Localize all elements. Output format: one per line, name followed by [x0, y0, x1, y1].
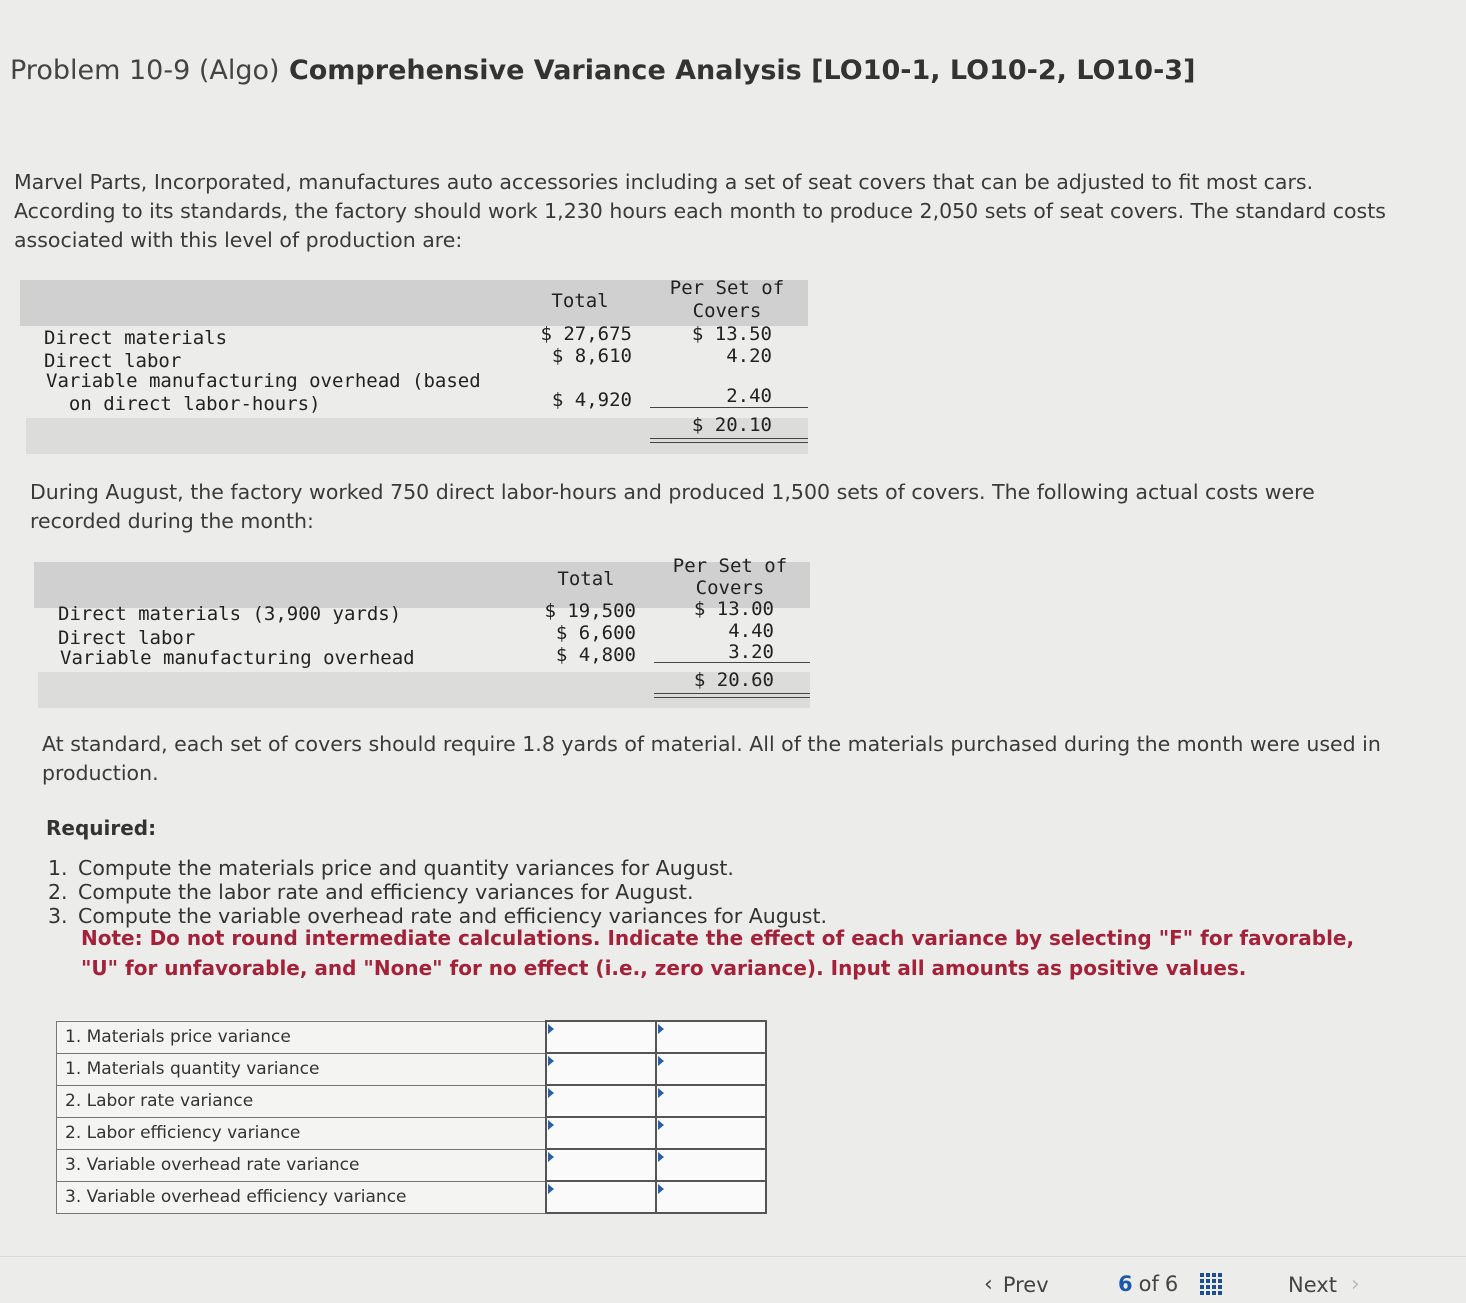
- variance-label: 3. Variable overhead rate variance: [57, 1149, 547, 1181]
- variance-label: 2. Labor efficiency variance: [57, 1117, 547, 1149]
- variance-label: 1. Materials price variance: [57, 1021, 547, 1053]
- next-label: Next: [1288, 1272, 1337, 1297]
- next-button[interactable]: [1288, 1272, 1360, 1297]
- row-per-set: 3.20: [728, 641, 774, 663]
- table-row: [57, 1085, 767, 1117]
- column-header-per-set: Per Set of: [672, 555, 788, 577]
- list-item: 2. Compute the labor rate and efficiency variances for August.: [48, 880, 694, 904]
- effect-cell[interactable]: [656, 1053, 766, 1085]
- chevron-right-icon: ›: [1350, 1272, 1360, 1297]
- footer-divider: [0, 1256, 1466, 1257]
- problem-number: Problem 10-9 (Algo): [10, 55, 280, 86]
- row-total: $ 4,800: [555, 644, 636, 666]
- row-label: on direct labor-hours): [46, 393, 321, 415]
- amount-cell[interactable]: [546, 1053, 656, 1085]
- total-pages: 6: [1164, 1272, 1179, 1296]
- amount-input[interactable]: [547, 1182, 655, 1212]
- standard-note-line: production.: [42, 761, 159, 785]
- list-item: 3. Compute the variable overhead rate and efficiency variances for August.: [48, 904, 828, 928]
- row-per-set: 4.40: [728, 620, 774, 642]
- double-rule: [654, 693, 810, 698]
- table-row: [57, 1053, 767, 1085]
- amount-cell[interactable]: [546, 1085, 656, 1117]
- sum-rule: [654, 662, 810, 663]
- row-label: Variable manufacturing overhead: [60, 647, 415, 669]
- answer-table: [56, 1020, 767, 1214]
- amount-cell[interactable]: [546, 1149, 656, 1181]
- prev-label: Prev: [1002, 1272, 1049, 1297]
- sum-per-set: $ 20.10: [691, 414, 772, 436]
- page-title: [10, 55, 1195, 86]
- intro-line: According to its standards, the factory should work 1,230 hours each month to produce 2,050 sets of seat covers. The standard costs: [14, 199, 1386, 223]
- variance-label: 3. Variable overhead efficiency variance: [57, 1181, 547, 1213]
- effect-select[interactable]: [657, 1022, 765, 1052]
- amount-input[interactable]: [547, 1150, 655, 1180]
- amount-input[interactable]: [547, 1118, 655, 1148]
- effect-cell[interactable]: [656, 1149, 766, 1181]
- row-label: Direct materials: [44, 327, 228, 349]
- standard-note-paragraph: [42, 730, 1381, 788]
- row-total: $ 6,600: [555, 622, 636, 644]
- row-total: $ 4,920: [551, 389, 632, 411]
- august-paragraph: [30, 478, 1315, 536]
- row-total: $ 19,500: [544, 600, 636, 622]
- amount-cell[interactable]: [546, 1181, 656, 1213]
- column-header-per-set: Per Set of: [669, 277, 785, 299]
- column-header-per-set: Covers: [692, 300, 762, 322]
- current-page: 6: [1118, 1272, 1133, 1296]
- variance-label: 2. Labor rate variance: [57, 1085, 547, 1117]
- table-row: [57, 1117, 767, 1149]
- table-row: [57, 1181, 767, 1213]
- amount-input[interactable]: [547, 1086, 655, 1116]
- intro-line: associated with this level of production are:: [14, 228, 463, 252]
- effect-select[interactable]: [657, 1150, 765, 1180]
- row-per-set: $ 13.50: [691, 323, 772, 345]
- row-total: $ 27,675: [540, 323, 632, 345]
- grid-icon[interactable]: [1200, 1273, 1222, 1295]
- row-label: Direct labor: [44, 350, 182, 372]
- column-header-total: Total: [551, 290, 609, 312]
- sum-per-set: $ 20.60: [693, 669, 774, 691]
- prev-button[interactable]: [984, 1272, 1049, 1297]
- row-per-set: 2.40: [726, 385, 772, 407]
- table-row: [57, 1149, 767, 1181]
- effect-select[interactable]: [657, 1054, 765, 1084]
- sum-rule: [650, 407, 808, 408]
- row-label: Variable manufacturing overhead (based: [46, 370, 481, 392]
- effect-cell[interactable]: [656, 1117, 766, 1149]
- effect-select[interactable]: [657, 1086, 765, 1116]
- row-label: Direct materials (3,900 yards): [58, 603, 402, 625]
- august-line: During August, the factory worked 750 direct labor-hours and produced 1,500 sets of covers. The following actual costs were: [30, 480, 1315, 504]
- effect-select[interactable]: [657, 1182, 765, 1212]
- row-per-set: $ 13.00: [693, 598, 774, 620]
- row-label: Direct labor: [58, 627, 196, 649]
- intro-line: Marvel Parts, Incorporated, manufactures auto accessories including a set of seat covers that can be adjusted to fit most cars.: [14, 170, 1314, 194]
- required-list: [48, 856, 827, 928]
- required-heading: Required:: [46, 816, 157, 840]
- august-line: recorded during the month:: [30, 509, 314, 533]
- table-row: [57, 1021, 767, 1053]
- effect-select[interactable]: [657, 1118, 765, 1148]
- instruction-note: Note: Do not round intermediate calculations. Indicate the effect of each variance by selecting "F" for favorable, "U" for unfavorable, and "None" for no effect (i.e., zero variance). Input all amounts as positive values.: [81, 926, 1355, 980]
- effect-cell[interactable]: [656, 1021, 766, 1053]
- row-per-set: 4.20: [726, 345, 772, 367]
- problem-name: Comprehensive Variance Analysis [LO10-1, LO10-2, LO10-3]: [288, 55, 1196, 86]
- page-indicator: [1118, 1272, 1222, 1296]
- column-header-total: Total: [557, 568, 615, 590]
- amount-input[interactable]: [547, 1054, 655, 1084]
- row-total: $ 8,610: [551, 345, 632, 367]
- amount-input[interactable]: [547, 1022, 655, 1052]
- double-rule: [650, 438, 808, 443]
- intro-paragraph: [14, 168, 1386, 255]
- amount-cell[interactable]: [546, 1021, 656, 1053]
- amount-cell[interactable]: [546, 1117, 656, 1149]
- variance-label: 1. Materials quantity variance: [57, 1053, 547, 1085]
- column-header-per-set: Covers: [695, 577, 765, 599]
- chevron-left-icon: ‹: [984, 1272, 993, 1297]
- of-label: of: [1138, 1272, 1159, 1296]
- list-item: 1. Compute the materials price and quantity variances for August.: [48, 856, 734, 880]
- effect-cell[interactable]: [656, 1085, 766, 1117]
- standard-note-line: At standard, each set of covers should require 1.8 yards of material. All of the materials purchased during the month were used in: [42, 732, 1381, 756]
- effect-cell[interactable]: [656, 1181, 766, 1213]
